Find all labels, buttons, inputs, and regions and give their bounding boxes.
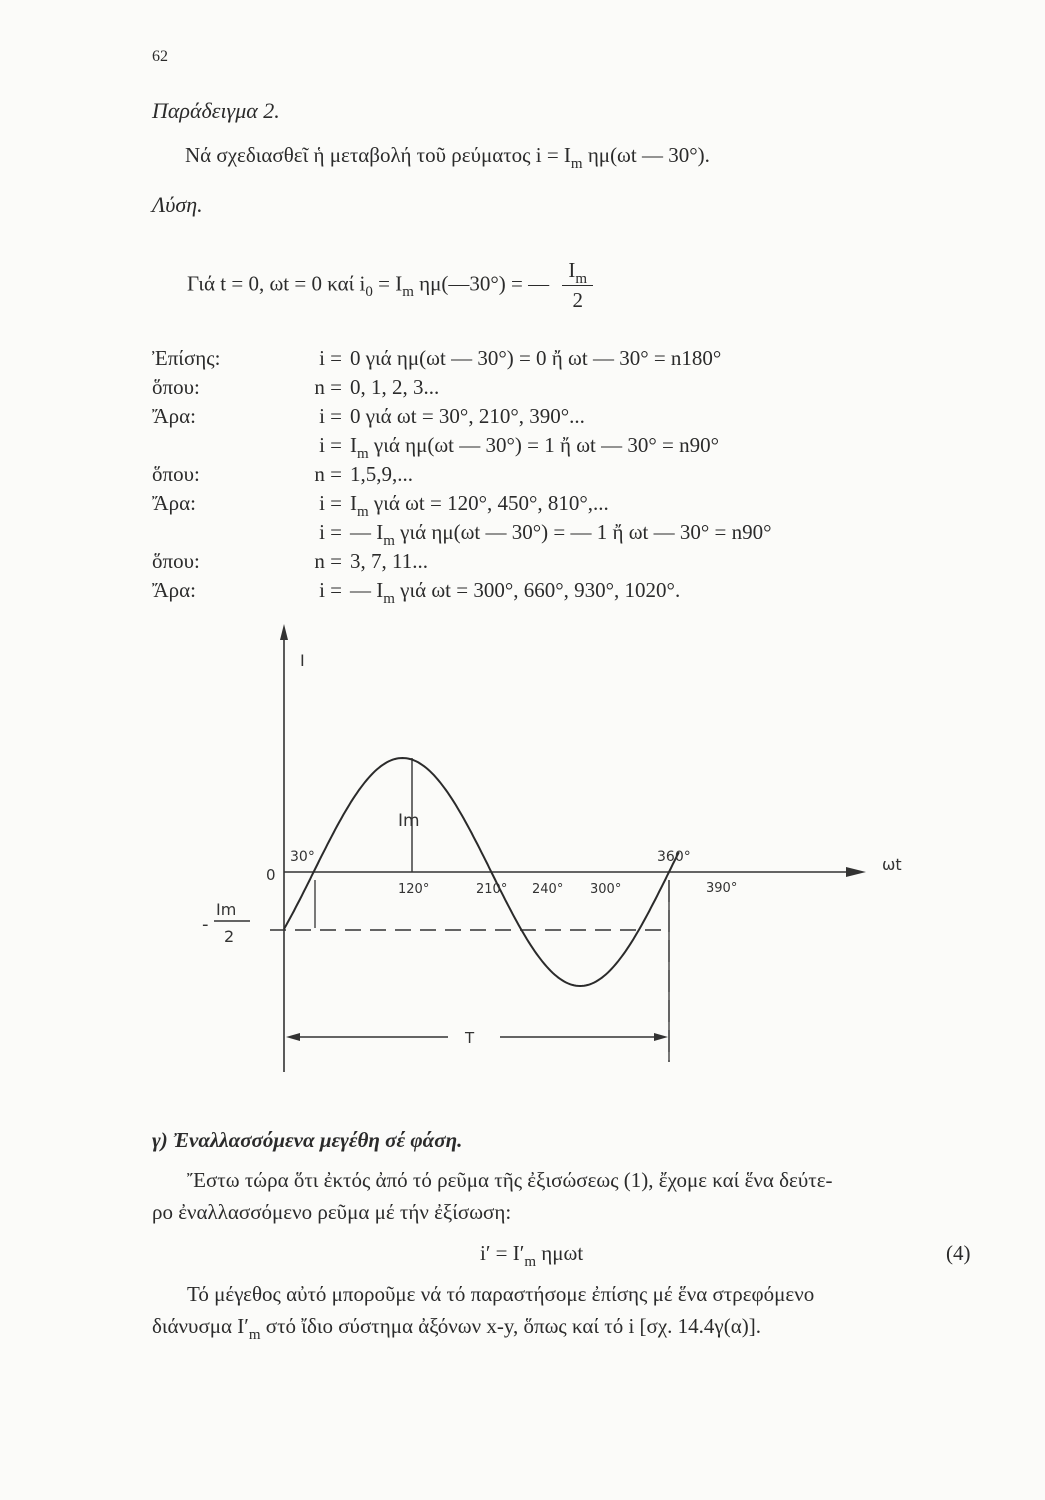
- equation-number: (4): [946, 1241, 971, 1265]
- frac-num: I: [568, 258, 576, 282]
- step-row: i = — $I_m$ γιά ημ(ωt — 30°) = — 1 ἤ ωt — 30° = n90°: [319, 520, 772, 549]
- tick-30: 30°: [290, 849, 315, 865]
- task-suffix: ημ(ωt — 30°).: [582, 143, 710, 167]
- step-row: i = $I_m$ γιά ημ(ωt — 30°) = 1 ἤ ωt — 30° = n90°: [319, 433, 720, 462]
- step-row: ὅπου: n = 0, 1, 2, 3...: [152, 375, 440, 399]
- eq-pre: i′ = I′: [480, 1241, 525, 1265]
- initial-subm: m: [402, 284, 414, 301]
- frac-den: 2: [572, 288, 583, 312]
- para1-line1: Ἔστω τώρα ὅτι ἐκτός ἀπό τό ρεῦμα τῆς ἐξισώσεως (1), ἔχομε καί ἕνα δεύτε-: [187, 1168, 833, 1192]
- neg-half-den: 2: [224, 927, 235, 946]
- para1-line2: ρο ἐναλλασσόμενο ρεῦμα μέ τήν ἐξίσωση:: [152, 1200, 512, 1224]
- tick-120: 120°: [398, 882, 430, 897]
- step-row: ὅπου: n = 3, 7, 11...: [152, 549, 428, 573]
- tick-210: 210°: [476, 882, 508, 897]
- tick-390: 390°: [706, 881, 738, 896]
- frac-num-sub: m: [575, 271, 588, 287]
- initial-suffix: ημ(—30°) = —: [413, 271, 550, 296]
- x-axis-arrow: [846, 867, 866, 877]
- initial-sub0: 0: [365, 284, 373, 301]
- neg-half-sign: -: [202, 914, 209, 935]
- tick-240: 240°: [532, 882, 564, 897]
- y-axis-label: I: [300, 651, 305, 670]
- period-arrow-left: [286, 1033, 300, 1041]
- eq-post: ημωt: [536, 1241, 584, 1265]
- neg-half-num: Im: [216, 900, 237, 919]
- para2-line1: Τό μέγεθος αὐτό μποροῦμε νά τό παραστήσομε ἐπίσης μέ ἕνα στρεφόμενο: [187, 1282, 815, 1306]
- initial-prefix: Γιά t = 0, ωt = 0 καί i: [187, 271, 366, 296]
- step-row: Ἄρα: i = — $I_m$ γιά ωt = 300°, 660°, 930°, 1020°.: [152, 578, 681, 607]
- initial-mid: = I: [372, 271, 403, 296]
- eq-sub: m: [524, 1254, 537, 1270]
- origin-label: 0: [266, 866, 276, 884]
- step-row: Ἄρα: i = $I_m$ γιά ωt = 120°, 450°, 810°,...: [152, 491, 609, 520]
- equation-4: [480, 1241, 584, 1270]
- step-row: Ἄρα: i = 0 γιά ωt = 30°, 210°, 390°...: [152, 404, 585, 428]
- y-axis-arrow: [280, 624, 288, 640]
- example-title: Παράδειγμα 2.: [152, 98, 280, 123]
- solution-title: Λύση.: [152, 192, 203, 217]
- task-prefix: Νά σχεδιασθεῖ ἡ μεταβολή τοῦ ρεύματος i = I: [185, 143, 571, 167]
- amplitude-label: Im: [398, 811, 420, 831]
- para2-line2: διάνυσμα $I'_m$ στό ἴδιο σύστημα ἀξόνων x-y, ὅπως καί τό i [σχ. 14.4γ(α)].: [152, 1314, 761, 1343]
- tick-300: 300°: [590, 882, 622, 897]
- x-axis-label: ωt: [882, 855, 902, 874]
- period-arrow-right: [654, 1033, 668, 1041]
- period-label: T: [465, 1029, 475, 1047]
- step-row: Ἐπίσης: i = 0 γιά ημ(ωt — 30°) = 0 ἤ ωt — 30° = n180°: [152, 346, 722, 370]
- step-row: ὅπου: n = 1,5,9,...: [152, 462, 413, 486]
- page-number: 62: [152, 48, 168, 65]
- tick-360: 360°: [657, 849, 691, 865]
- task-sub: m: [570, 156, 583, 172]
- section-title: γ) Ἐναλλασσόμενα μεγέθη σέ φάση.: [152, 1128, 463, 1152]
